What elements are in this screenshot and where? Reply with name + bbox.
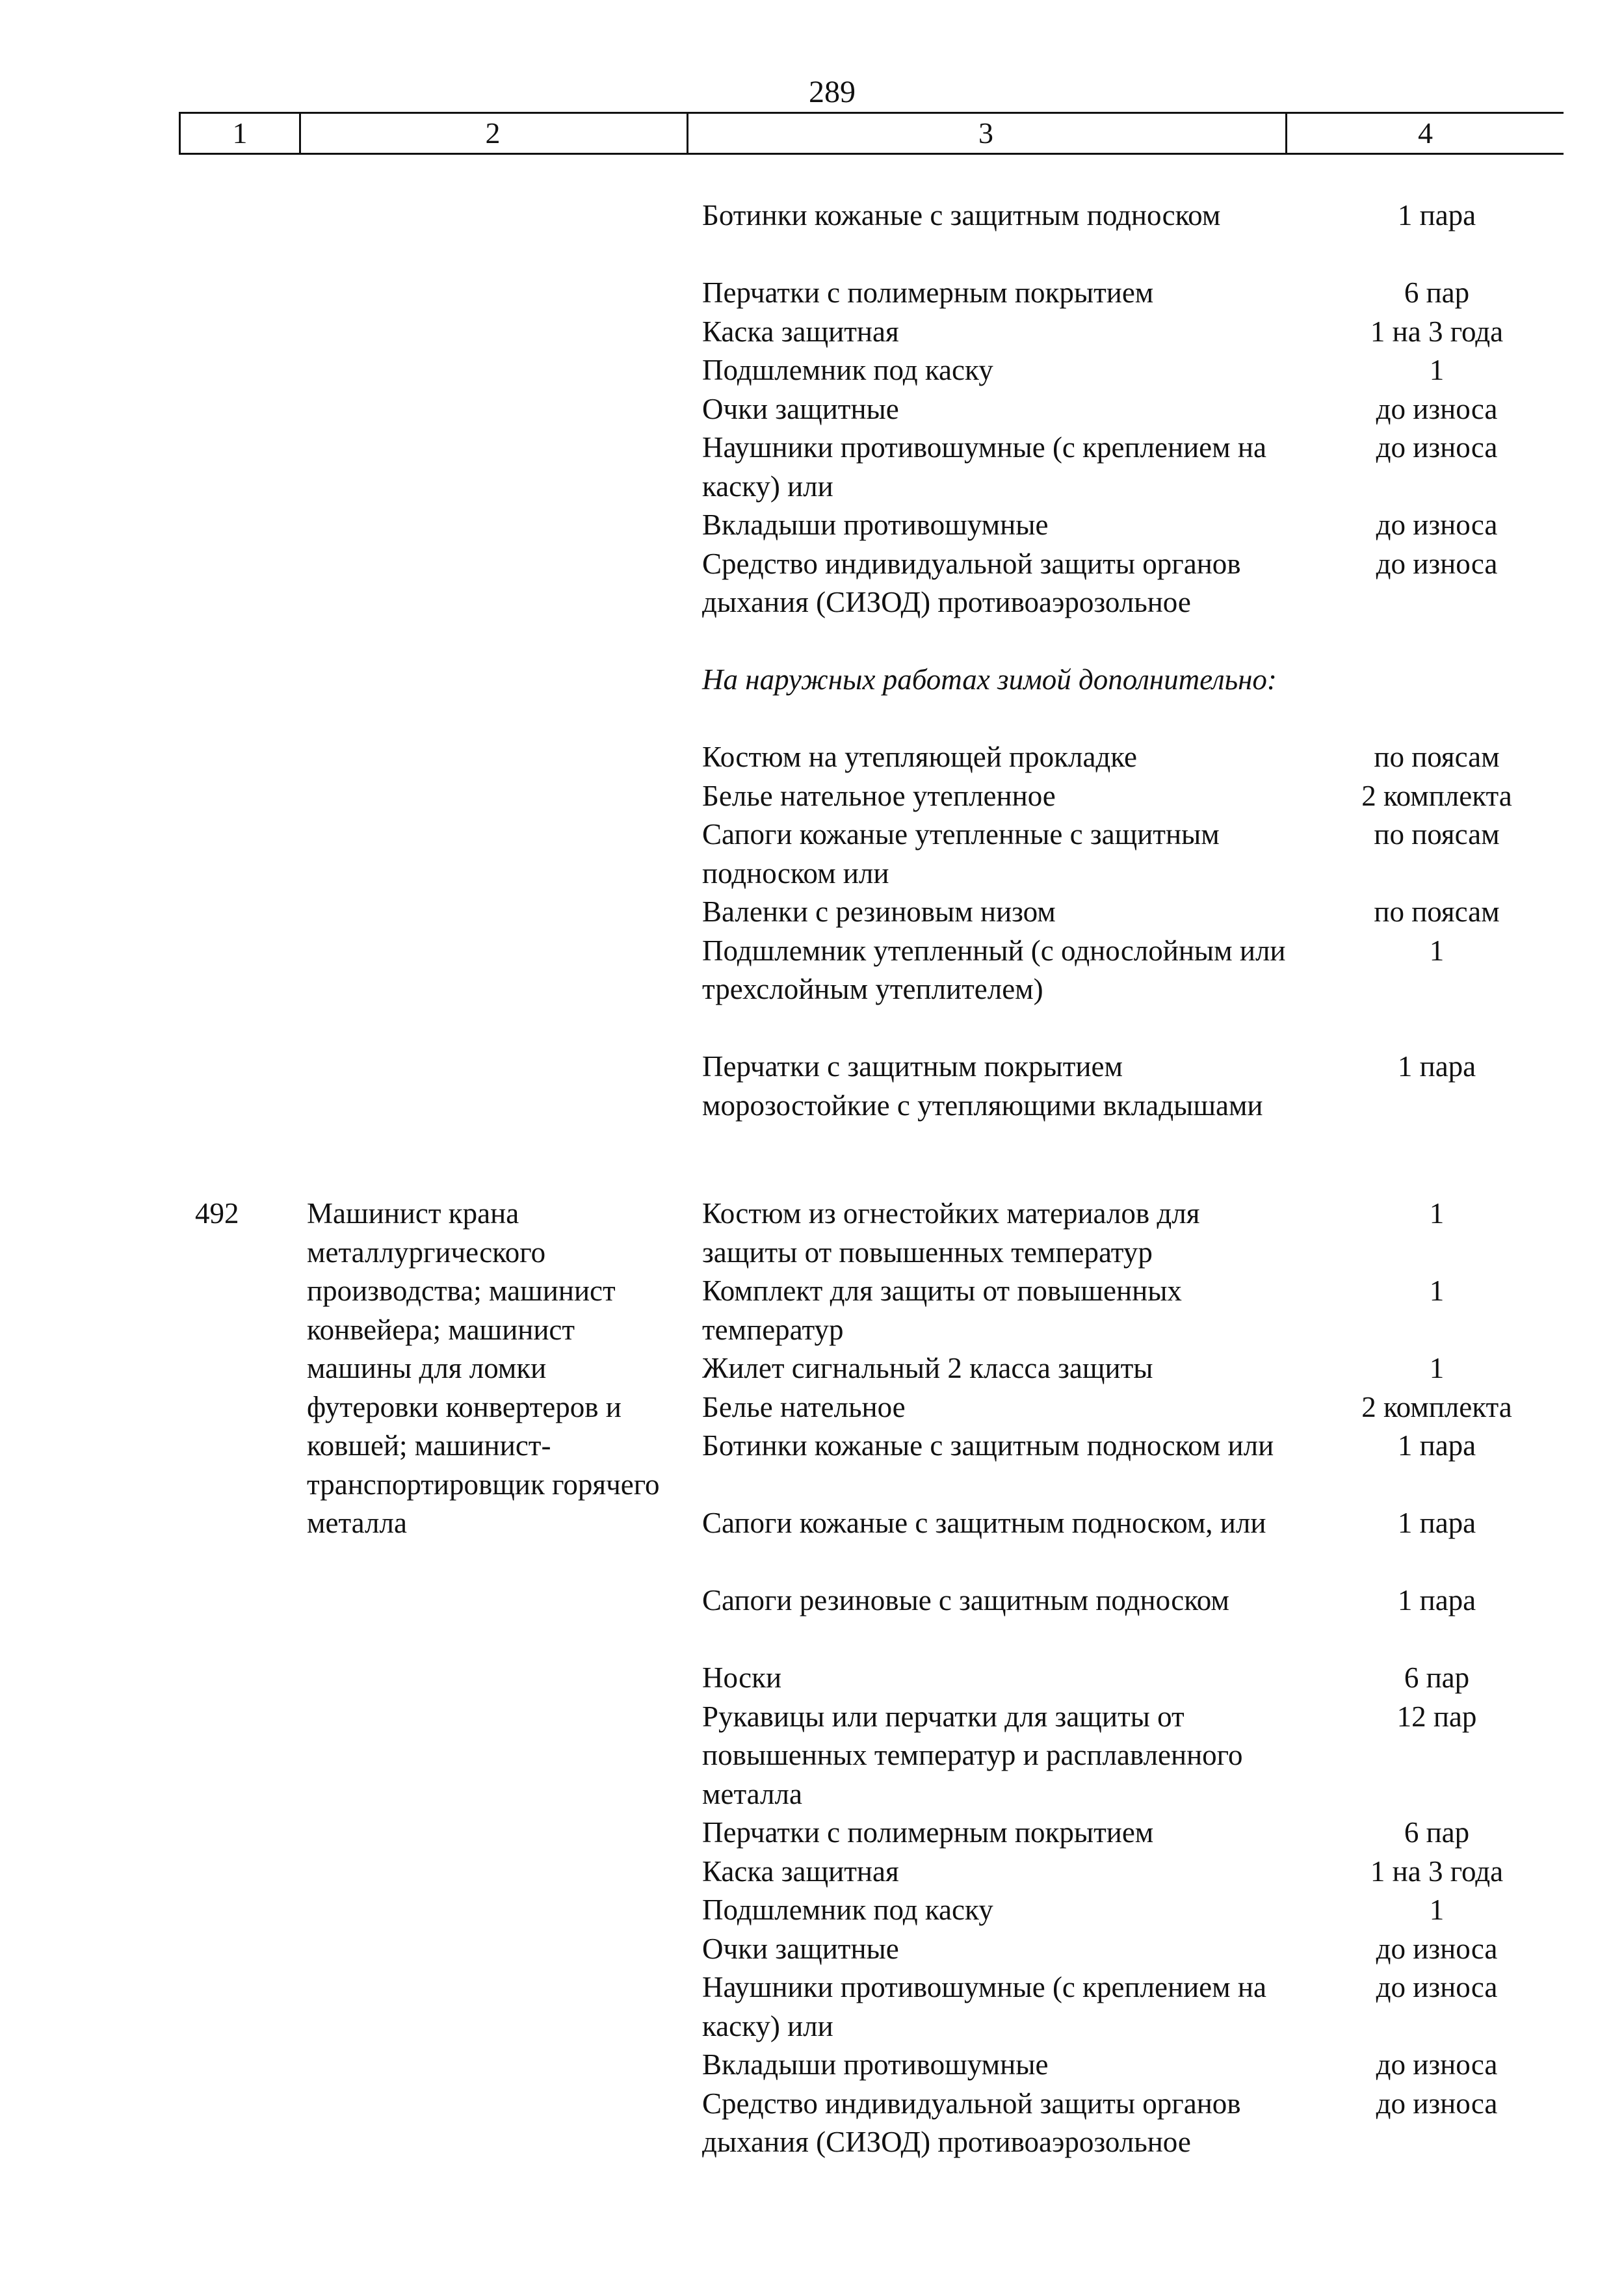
item-quantity: до износа [1376,508,1498,541]
item-quantity: 2 комплекта [1361,779,1512,812]
item-quantity: до износа [1376,1971,1498,2003]
row-number: 492 [195,1197,239,1230]
table-header-row [179,112,1564,155]
item-name: Белье нательное [702,1390,906,1423]
item-name: Перчатки с полимерным покрытием [702,1816,1154,1849]
item-name: Костюм из огнестойких материалов для защиты от повышенных температур [702,1197,1200,1269]
item-name: Вкладыши противошумные [702,2048,1049,2081]
item-quantity: 1 пара [1397,199,1476,231]
item-name: Костюм на утепляющей прокладке [702,741,1138,773]
item-name: Комплект для защиты от повышенных температур [702,1274,1182,1346]
item-quantity: 6 пар [1404,1816,1470,1849]
item-quantity: 1 на 3 года [1370,1854,1504,1888]
item-quantity: 1 [1429,1197,1445,1230]
item-quantity: 1 пара [1397,1050,1476,1083]
item-name: Рукавицы или перчатки для защиты от повышенных температур и расплавленного металла [702,1700,1243,1810]
item-quantity: 1 [1429,934,1445,967]
item-name: Подшлемник под каску [702,1894,993,1926]
item-quantity: по поясам [1374,895,1500,928]
item-name: Жилет сигнальный 2 класса защиты [702,1352,1153,1384]
item-quantity: по поясам [1374,818,1500,851]
header-col-1: 1 [181,114,301,153]
header-col-4: 4 [1418,116,1433,150]
item-name: Белье нательное утепленное [702,779,1056,812]
item-name: Средство индивидуальной защиты органов дыхания (СИЗОД) противоаэрозольное [702,2087,1241,2158]
item-quantity: до износа [1376,392,1498,425]
item-name: Каска защитная [702,1854,899,1888]
item-name: Наушники противошумные (с креплением на каску) или [702,1971,1266,2042]
item-name: Средство индивидуальной защиты органов дыхания (СИЗОД) противоаэрозольное [702,547,1241,618]
item-name: Перчатки с полимерным покрытием [702,276,1154,309]
item-quantity: до износа [1376,431,1498,464]
item-quantity: до износа [1376,2087,1498,2120]
header-col-3: 3 [687,114,1287,153]
item-quantity: 1 пара [1397,1429,1476,1462]
item-quantity: 1 [1429,1894,1445,1926]
profession-name: Машинист крана металлургического производства; машинист конвейера; машинист машины для ломки футеровки конвертеров и ковшей; машинист-транспортировщик горячего металла [307,1197,660,1539]
item-quantity: 6 пар [1404,1661,1470,1694]
item-name: Ботинки кожаные с защитным подноском [702,199,1221,231]
item-name: Сапоги кожаные утепленные с защитным подноском или [702,818,1220,890]
item-name: Подшлемник утепленный (с однослойным или трехслойным утеплителем) [702,934,1286,1005]
header-col-2: 2 [299,114,688,153]
item-name: Перчатки с защитным покрытием морозостойкие с утепляющими вкладышами [702,1050,1263,1122]
item-quantity: 1 пара [1397,1584,1476,1616]
item-quantity: 1 на 3 года [1370,315,1504,348]
item-name: Очки защитные [702,1932,899,1965]
item-quantity: 12 пар [1396,1700,1477,1733]
item-quantity: 1 [1429,1274,1445,1307]
page-number: 289 [809,75,856,109]
item-name: Подшлемник под каску [702,354,993,386]
item-name: Валенки с резиновым низом [702,895,1056,928]
item-name: Очки защитные [702,392,899,425]
item-name: Сапоги резиновые с защитным подноском [702,1584,1229,1616]
item-quantity: до износа [1376,547,1498,580]
item-name: Сапоги кожаные с защитным подноском, или [702,1507,1266,1539]
item-quantity: по поясам [1374,741,1500,773]
item-quantity: 1 [1429,354,1445,386]
item-name: Наушники противошумные (с креплением на каску) или [702,431,1266,503]
item-quantity: 6 пар [1404,276,1470,309]
item-name: Носки [702,1661,782,1694]
item-quantity: до износа [1376,2048,1498,2081]
item-name: Каска защитная [702,315,899,348]
item-name: Ботинки кожаные с защитным подноском или [702,1429,1274,1462]
item-quantity: 2 комплекта [1361,1390,1512,1423]
item-quantity: 1 пара [1397,1507,1476,1539]
item-quantity: 1 [1429,1352,1445,1384]
item-quantity: до износа [1376,1932,1498,1965]
item-name: На наружных работах зимой дополнительно: [702,663,1277,696]
item-name: Вкладыши противошумные [702,508,1049,541]
